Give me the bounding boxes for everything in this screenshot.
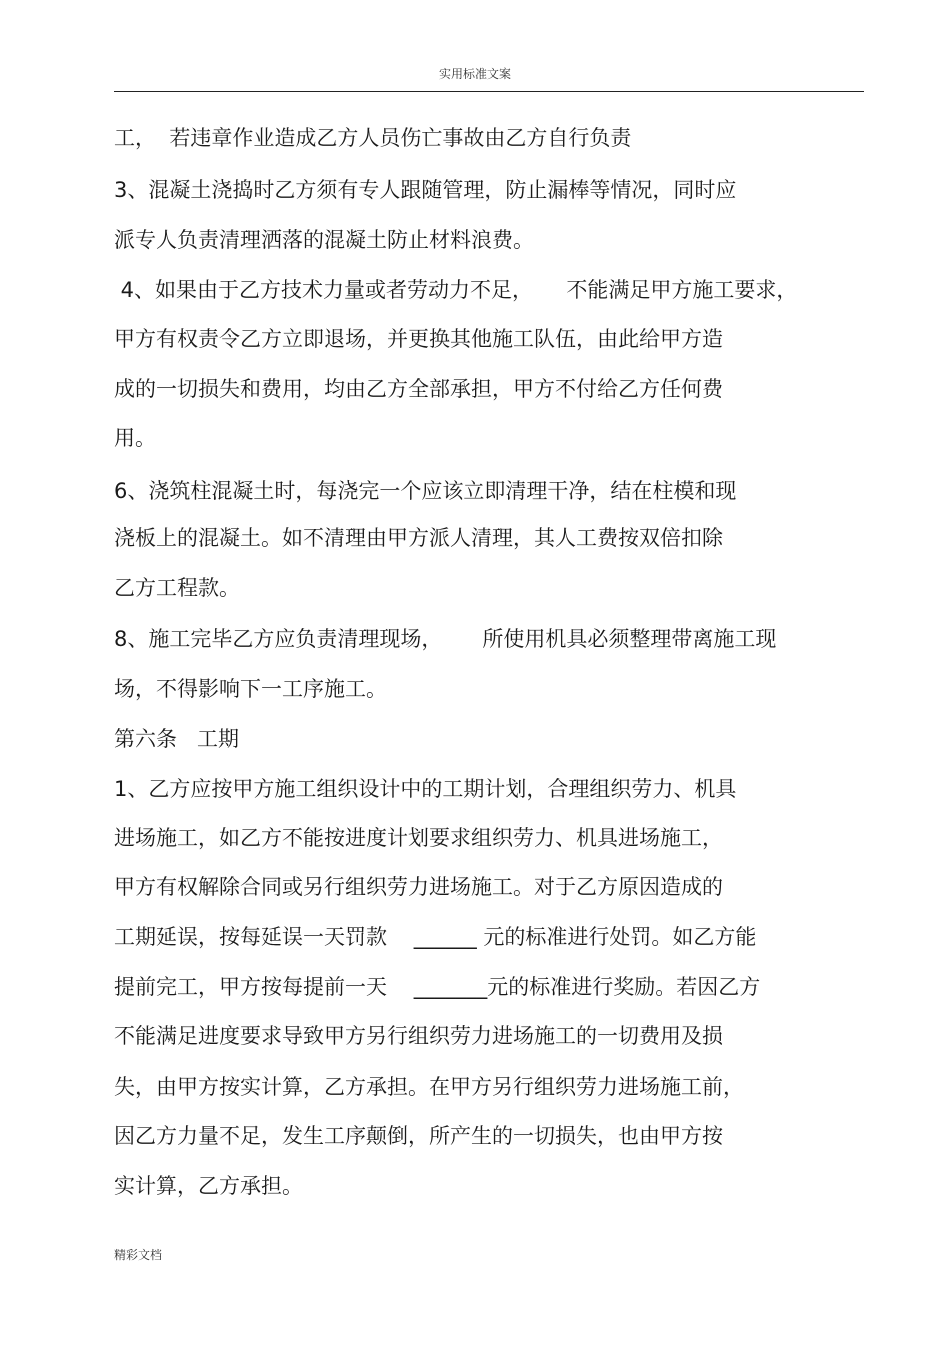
text-line: 浇板上的混凝土。如不清理由甲方派人清理，其人工费按双倍扣除 xyxy=(114,526,723,550)
text-line: 不能满足进度要求导致甲方另行组织劳力进场施工的一切费用及损 xyxy=(114,1024,723,1048)
text-line: 乙方工程款。 xyxy=(114,576,240,600)
text-line: 6、浇筑柱混凝土时，每浇完一个应该立即清理干净，结在柱模和现 xyxy=(114,479,737,503)
text-line: 成的一切损失和费用，均由乙方全部承担，甲方不付给乙方任何费 xyxy=(114,377,723,401)
page-footer: 精彩文档 xyxy=(114,1248,163,1262)
text-line: 失，由甲方按实计算，乙方承担。在甲方另行组织劳力进场施工前， xyxy=(114,1075,744,1099)
page-header-title: 实用标准文案 xyxy=(438,67,511,81)
text-line: 用。 xyxy=(114,426,156,450)
text-line: 8、施工完毕乙方应负责清理现场， 所使用机具必须整理带离施工现 xyxy=(114,627,777,651)
text-line: 甲方有权解除合同或另行组织劳力进场施工。对于乙方原因造成的 xyxy=(114,875,723,899)
text-line: 派专人负责清理洒落的混凝土防止材料浪费。 xyxy=(114,228,534,252)
text-line: 工， 若违章作业造成乙方人员伤亡事故由乙方自行负责 xyxy=(114,126,632,150)
text-line: 提前完工，甲方按每提前一天 _______元的标准进行奖励。若因乙方 xyxy=(114,975,761,999)
text-line: 进场施工，如乙方不能按进度计划要求组织劳力、机具进场施工， xyxy=(114,826,723,850)
text-line: 实计算，乙方承担。 xyxy=(114,1174,303,1198)
text-line: 1、乙方应按甲方施工组织设计中的工期计划，合理组织劳力、机具 xyxy=(114,777,737,801)
text-line: 甲方有权责令乙方立即退场，并更换其他施工队伍，由此给甲方造 xyxy=(114,327,723,351)
text-line: 3、混凝土浇捣时乙方须有专人跟随管理，防止漏棒等情况，同时应 xyxy=(114,178,737,202)
text-line: 4、如果由于乙方技术力量或者劳动力不足， 不能满足甲方施工要求， xyxy=(114,278,798,302)
text-line: 场，不得影响下一工序施工。 xyxy=(114,677,387,701)
text-line: 因乙方力量不足，发生工序颠倒，所产生的一切损失，也由甲方按 xyxy=(114,1124,723,1148)
header-divider xyxy=(114,91,864,92)
section-heading: 第六条 工期 xyxy=(114,727,240,751)
text-line: 工期延误，按每延误一天罚款 ______ 元的标准进行处罚。如乙方能 xyxy=(114,925,757,949)
